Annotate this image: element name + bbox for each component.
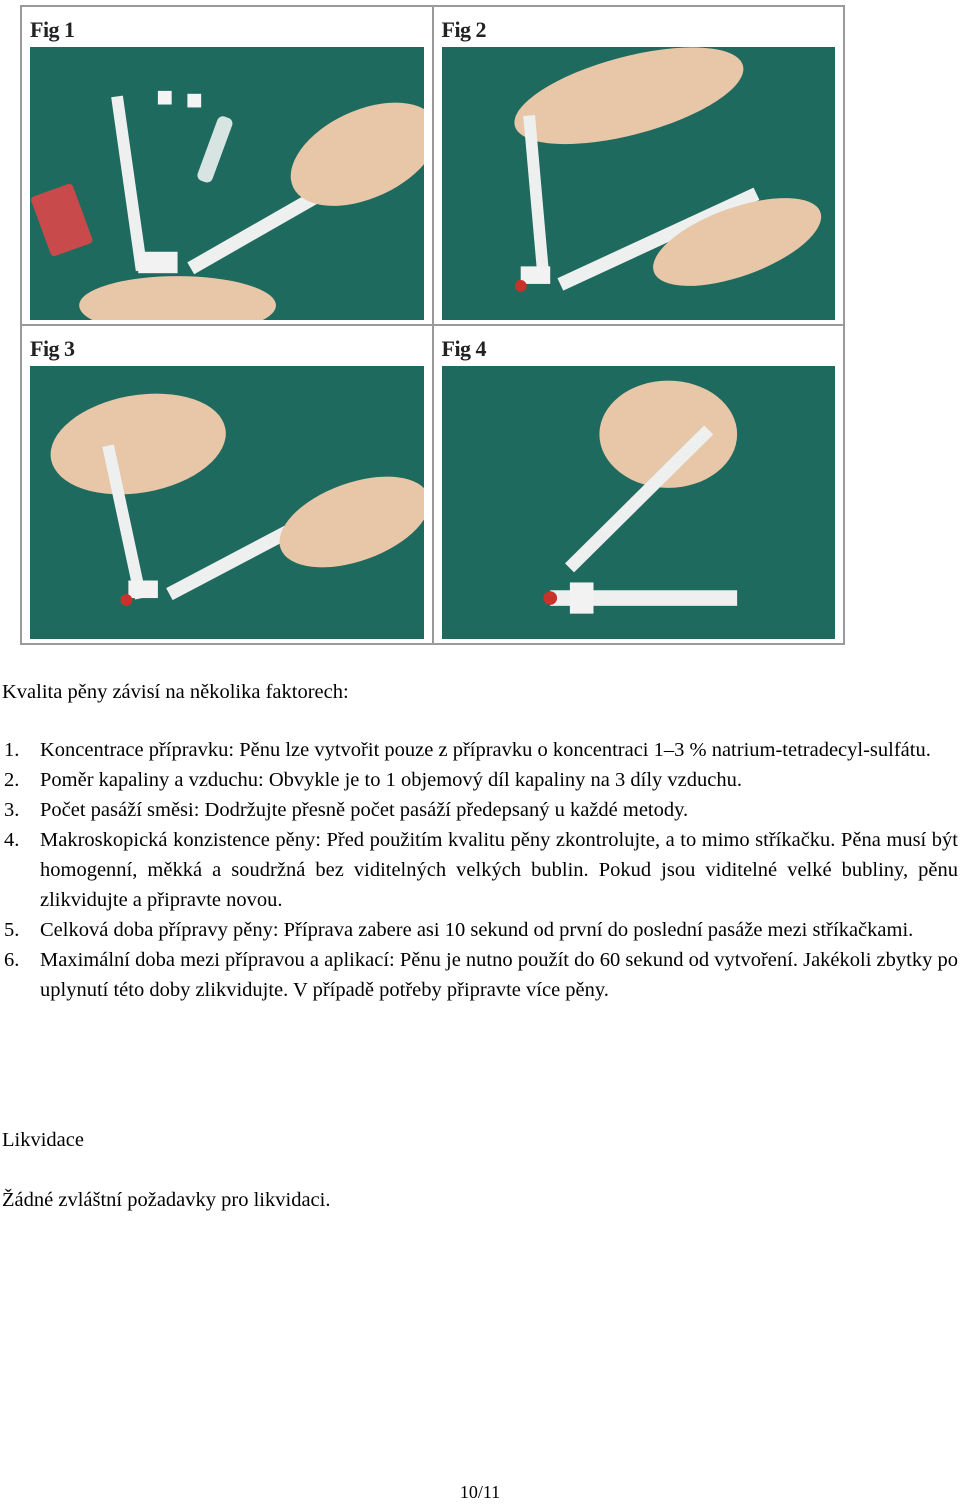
figure-1	[21, 6, 433, 325]
section-title: Likvidace	[2, 1129, 84, 1151]
figure-label: Fig 1	[30, 17, 75, 42]
figure-4	[433, 325, 845, 644]
list-number: 4.	[4, 829, 20, 851]
list-item	[2, 795, 958, 825]
figure-photo	[30, 47, 424, 320]
disposal-text: Žádné zvláštní požadavky pro likvidaci.	[2, 1189, 331, 1211]
figure-photo	[30, 366, 424, 639]
page-number: 10/11	[459, 1482, 501, 1502]
figure-grid	[20, 5, 845, 645]
figure-2	[433, 6, 845, 325]
list-item	[2, 735, 958, 765]
list-number: 5.	[4, 919, 20, 941]
list-number: 2.	[4, 769, 20, 791]
list-number: 1.	[4, 739, 20, 761]
list-item	[2, 915, 958, 945]
list-item-text: Počet pasáží směsi: Dodržujte přesně počet pasáží předepsaný u každé metody.	[40, 799, 689, 821]
figure-label: Fig 4	[441, 336, 487, 361]
list-item-text: Koncentrace přípravku: Pěnu lze vytvořit pouze z přípravku o koncentraci 1–3 % natrium-tetradecyl-sulfátu.	[40, 739, 931, 761]
list-number: 3.	[4, 799, 20, 821]
list-item-text: Celková doba přípravy pěny: Příprava zabere asi 10 sekund od první do poslední pasáže mezi stříkačkami.	[40, 919, 914, 941]
factor-list	[2, 735, 958, 1005]
intro-text: Kvalita pěny závisí na několika faktorech:	[2, 681, 349, 703]
figure-photo	[442, 47, 836, 320]
figure-label: Fig 3	[30, 336, 75, 361]
list-item	[2, 825, 958, 915]
figure-3	[21, 325, 433, 644]
figure-photo	[442, 366, 836, 639]
list-item	[2, 945, 958, 1005]
list-number: 6.	[4, 949, 20, 971]
list-item-text: Maximální doba mezi přípravou a aplikací: Pěnu je nutno použít do 60 sekund od vytvoření. Jakékoli zbytky po uplynutí této doby zlikvidujte. V případě potřeby připravte více pěny.	[40, 949, 958, 1001]
list-item-text: Poměr kapaliny a vzduchu: Obvykle je to 1 objemový díl kapaliny na 3 díly vzduchu.	[40, 769, 742, 791]
list-item	[2, 765, 958, 795]
figure-label: Fig 2	[441, 17, 487, 42]
list-item-text: Makroskopická konzistence pěny: Před použitím kvalitu pěny zkontrolujte, a to mimo stříkačku. Pěna musí být homogenní, měkká a soudržná bez viditelných velkých bublin. Pokud jsou viditelné velké bubliny, pěnu zlikvidujte a připravte novou.	[40, 829, 958, 911]
